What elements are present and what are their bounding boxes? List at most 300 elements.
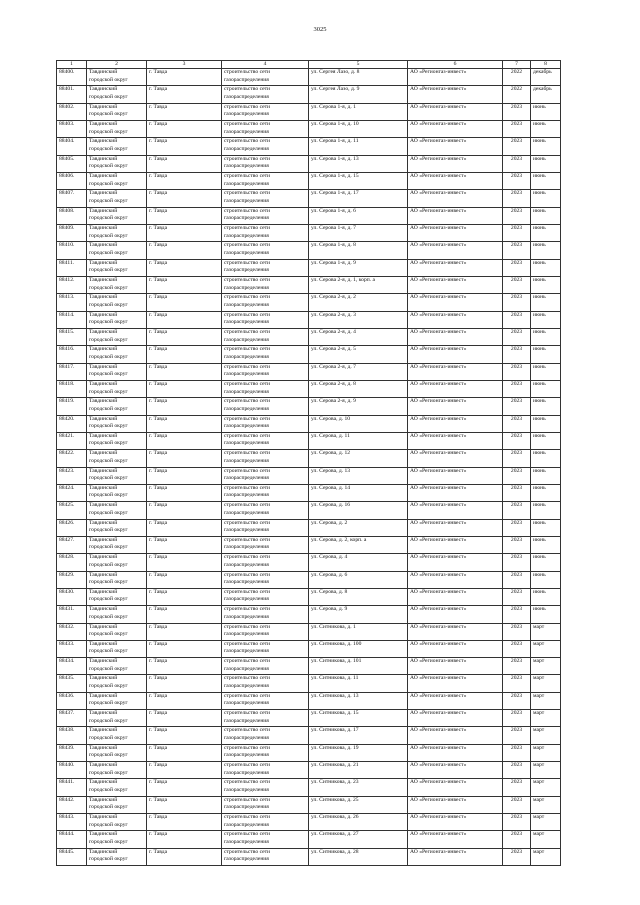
year-cell: 2023 [503,346,531,363]
company-cell: АО «Регионгаз-инвест» [408,502,503,519]
company-cell: АО «Регионгаз-инвест» [408,69,503,86]
month-cell: июнь [531,172,561,189]
company-cell: АО «Регионгаз-инвест» [408,311,503,328]
address-cell: ул. Серова, д. 4 [309,554,408,571]
work-type-line: газораспределения [224,336,269,343]
company-cell: АО «Регионгаз-инвест» [408,120,503,137]
table-row [57,814,561,831]
row-number: 88431. [57,606,87,623]
company-cell: АО «Регионгаз-инвест» [408,554,503,571]
work-type-line: строительство сети [224,692,271,699]
table-row [57,311,561,328]
table-row [57,69,561,86]
district-line: Тавдинский [89,294,118,301]
district-line: городской округ [89,405,128,412]
table-row [57,658,561,675]
row-number: 88430. [57,588,87,605]
month-cell: март [531,675,561,692]
year-cell: 2023 [503,363,531,380]
row-number: 88400. [57,69,87,86]
company-cell: АО «Регионгаз-инвест» [408,415,503,432]
month-cell: март [531,623,561,640]
year-cell: 2023 [503,796,531,813]
column-header: 6 [408,61,503,69]
work-type-line: строительство сети [224,69,271,75]
address-cell: ул. Серова, д. 2 [309,519,408,536]
work-type-line: строительство сети [224,536,271,543]
district-line: городской округ [89,353,128,360]
district-line: Тавдинский [89,848,118,855]
company-cell: АО «Регионгаз-инвест» [408,536,503,553]
row-number: 88427. [57,536,87,553]
work-type-line: газораспределения [224,249,269,256]
table-row [57,762,561,779]
table-row [57,744,561,761]
district-cell [87,484,147,501]
settlement-cell: г. Тавда [147,640,222,657]
district-line: городской округ [89,93,128,100]
district-line: городской округ [89,145,128,152]
month-cell: март [531,762,561,779]
district-line: городской округ [89,197,128,204]
work-type-line: строительство сети [224,450,271,457]
district-cell [87,762,147,779]
work-type-line: газораспределения [224,509,269,516]
work-type-line: строительство сети [224,103,271,110]
row-number: 88443. [57,814,87,831]
work-type-line: газораспределения [224,457,269,464]
company-cell: АО «Регионгаз-инвест» [408,224,503,241]
table-row [57,346,561,363]
district-line: Тавдинский [89,120,118,127]
work-type-line: строительство сети [224,172,271,179]
work-type-line: строительство сети [224,311,271,318]
work-type-line: газораспределения [224,752,269,759]
district-line: Тавдинский [89,484,118,491]
settlement-cell: г. Тавда [147,623,222,640]
district-line: Тавдинский [89,69,118,75]
address-cell: ул. Ситникова, д. 26 [309,814,408,831]
work-type-cell [222,727,309,744]
work-type-line: строительство сети [224,242,271,249]
settlement-cell: г. Тавда [147,398,222,415]
district-line: Тавдинский [89,710,118,717]
month-cell: июнь [531,571,561,588]
district-cell [87,415,147,432]
district-line: городской округ [89,76,128,83]
district-line: городской округ [89,804,128,811]
table-row [57,467,561,484]
address-cell: ул. Ситникова, д. 21 [309,762,408,779]
work-type-cell [222,536,309,553]
address-cell: ул. Сергея Лазо, д. 8 [309,69,408,86]
district-line: городской округ [89,769,128,776]
address-cell: ул. Серова 2-я, д. 3 [309,311,408,328]
address-cell: ул. Серова 1-я, д. 9 [309,259,408,276]
district-line: городской округ [89,735,128,742]
table-row [57,363,561,380]
address-cell: ул. Серова 2-я, д. 7 [309,363,408,380]
work-type-cell [222,519,309,536]
address-cell: ул. Серова, д. 11 [309,432,408,449]
district-cell [87,814,147,831]
table-row [57,415,561,432]
district-cell [87,432,147,449]
year-cell: 2023 [503,519,531,536]
row-number: 88422. [57,450,87,467]
work-type-line: строительство сети [224,415,271,422]
month-cell: июнь [531,294,561,311]
work-type-cell [222,848,309,865]
month-cell: март [531,744,561,761]
table-body [57,69,561,866]
address-cell: ул. Ситникова, д. 100 [309,640,408,657]
year-cell: 2023 [503,242,531,259]
work-type-cell [222,588,309,605]
table-row [57,190,561,207]
work-type-line: газораспределения [224,405,269,412]
table-row [57,276,561,293]
district-line: Тавдинский [89,762,118,769]
row-number: 88416. [57,346,87,363]
month-cell: июнь [531,311,561,328]
company-cell: АО «Регионгаз-инвест» [408,155,503,172]
settlement-cell: г. Тавда [147,346,222,363]
row-number: 88432. [57,623,87,640]
table-row [57,502,561,519]
work-type-cell [222,554,309,571]
district-line: городской округ [89,457,128,464]
month-cell: июнь [531,519,561,536]
district-line: городской округ [89,856,128,863]
district-line: городской округ [89,163,128,170]
district-line: городской округ [89,665,128,672]
settlement-cell: г. Тавда [147,831,222,848]
work-type-line: строительство сети [224,848,271,855]
work-type-line: газораспределения [224,579,269,586]
address-cell: ул. Серова 1-я, д. 11 [309,138,408,155]
district-cell [87,450,147,467]
settlement-cell: г. Тавда [147,692,222,709]
company-cell: АО «Регионгаз-инвест» [408,242,503,259]
work-type-cell [222,762,309,779]
work-type-cell [222,415,309,432]
row-number: 88438. [57,727,87,744]
row-number: 88445. [57,848,87,865]
district-line: Тавдинский [89,675,118,682]
work-type-line: строительство сети [224,588,271,595]
company-cell: АО «Регионгаз-инвест» [408,814,503,831]
table-row [57,640,561,657]
company-cell: АО «Регионгаз-инвест» [408,831,503,848]
year-cell: 2023 [503,484,531,501]
work-type-line: газораспределения [224,93,269,100]
work-type-line: строительство сети [224,606,271,613]
row-number: 88440. [57,762,87,779]
month-cell: июнь [531,380,561,397]
work-type-line: газораспределения [224,683,269,690]
row-number: 88436. [57,692,87,709]
company-cell: АО «Регионгаз-инвест» [408,796,503,813]
address-cell: ул. Серова 2-я, д. 8 [309,380,408,397]
district-line: Тавдинский [89,588,118,595]
company-cell: АО «Регионгаз-инвест» [408,519,503,536]
district-line: Тавдинский [89,536,118,543]
address-cell: ул. Серова, д. 13 [309,467,408,484]
work-type-line: строительство сети [224,675,271,682]
district-line: Тавдинский [89,380,118,387]
work-type-cell [222,380,309,397]
row-number: 88425. [57,502,87,519]
month-cell: июнь [531,207,561,224]
settlement-cell: г. Тавда [147,606,222,623]
work-type-line: строительство сети [224,363,271,370]
district-line: городской округ [89,527,128,534]
year-cell: 2023 [503,450,531,467]
row-number: 88406. [57,172,87,189]
district-line: городской округ [89,388,128,395]
work-type-line: газораспределения [224,735,269,742]
work-type-line: газораспределения [224,787,269,794]
district-cell [87,69,147,86]
district-cell [87,224,147,241]
year-cell: 2023 [503,120,531,137]
row-number: 88413. [57,294,87,311]
address-cell: ул. Серова 1-я, д. 6 [309,207,408,224]
year-cell: 2023 [503,380,531,397]
district-line: городской округ [89,683,128,690]
address-cell: ул. Ситникова, д. 23 [309,779,408,796]
month-cell: июнь [531,502,561,519]
address-cell: ул. Ситникова, д. 27 [309,831,408,848]
company-cell: АО «Регионгаз-инвест» [408,294,503,311]
work-type-line: газораспределения [224,423,269,430]
settlement-cell: г. Тавда [147,207,222,224]
settlement-cell: г. Тавда [147,138,222,155]
table-row [57,796,561,813]
company-cell: АО «Регионгаз-инвест» [408,484,503,501]
row-number: 88405. [57,155,87,172]
year-cell: 2023 [503,190,531,207]
work-type-line: газораспределения [224,544,269,551]
district-line: городской округ [89,336,128,343]
year-cell: 2023 [503,658,531,675]
settlement-cell: г. Тавда [147,363,222,380]
year-cell: 2023 [503,467,531,484]
work-type-line: строительство сети [224,762,271,769]
table-row [57,207,561,224]
settlement-cell: г. Тавда [147,224,222,241]
company-cell: АО «Регионгаз-инвест» [408,450,503,467]
registry-table [56,60,561,866]
work-type-line: газораспределения [224,128,269,135]
row-number: 88415. [57,328,87,345]
row-number: 88442. [57,796,87,813]
month-cell: июнь [531,398,561,415]
table-row [57,727,561,744]
year-cell: 2023 [503,294,531,311]
work-type-line: строительство сети [224,224,271,231]
address-cell: ул. Серова 2-я, д. 1, корп. а [309,276,408,293]
row-number: 88408. [57,207,87,224]
month-cell: март [531,831,561,848]
table-row [57,242,561,259]
work-type-line: строительство сети [224,190,271,197]
month-cell: июнь [531,467,561,484]
work-type-cell [222,294,309,311]
work-type-cell [222,138,309,155]
district-line: городской округ [89,440,128,447]
row-number: 88437. [57,710,87,727]
settlement-cell: г. Тавда [147,779,222,796]
year-cell: 2023 [503,640,531,657]
settlement-cell: г. Тавда [147,155,222,172]
month-cell: декабрь [531,69,561,86]
address-cell: ул. Ситникова, д. 15 [309,710,408,727]
district-line: Тавдинский [89,519,118,526]
district-cell [87,328,147,345]
district-line: городской округ [89,544,128,551]
table-row [57,155,561,172]
table-row [57,588,561,605]
work-type-line: газораспределения [224,371,269,378]
work-type-cell [222,120,309,137]
row-number: 88421. [57,432,87,449]
work-type-line: газораспределения [224,665,269,672]
work-type-line: газораспределения [224,856,269,863]
district-line: Тавдинский [89,311,118,318]
work-type-line: газораспределения [224,76,269,83]
address-cell: ул. Серова 1-я, д. 13 [309,155,408,172]
year-cell: 2023 [503,502,531,519]
district-cell [87,848,147,865]
settlement-cell: г. Тавда [147,744,222,761]
district-cell [87,259,147,276]
address-cell: ул. Серова 2-я, д. 5 [309,346,408,363]
address-cell: ул. Ситникова, д. 101 [309,658,408,675]
month-cell: март [531,727,561,744]
district-cell [87,727,147,744]
work-type-cell [222,311,309,328]
district-cell [87,242,147,259]
work-type-cell [222,190,309,207]
work-type-line: строительство сети [224,346,271,353]
district-line: Тавдинский [89,467,118,474]
year-cell: 2023 [503,692,531,709]
table-row [57,294,561,311]
work-type-line: строительство сети [224,380,271,387]
work-type-line: строительство сети [224,640,271,647]
settlement-cell: г. Тавда [147,276,222,293]
settlement-cell: г. Тавда [147,380,222,397]
month-cell: март [531,796,561,813]
table-row [57,432,561,449]
address-cell: ул. Ситникова, д. 13 [309,692,408,709]
month-cell: июнь [531,190,561,207]
table-row [57,623,561,640]
work-type-line: строительство сети [224,467,271,474]
row-number: 88418. [57,380,87,397]
address-cell: ул. Ситникова, д. 11 [309,675,408,692]
address-cell: ул. Серова, д. 12 [309,450,408,467]
month-cell: июнь [531,328,561,345]
row-number: 88402. [57,103,87,120]
district-cell [87,120,147,137]
work-type-line: строительство сети [224,796,271,803]
district-line: Тавдинский [89,640,118,647]
year-cell: 2023 [503,103,531,120]
month-cell: июнь [531,415,561,432]
work-type-line: строительство сети [224,502,271,509]
district-line: городской округ [89,839,128,846]
district-line: городской округ [89,787,128,794]
address-cell: ул. Серова, д. 10 [309,415,408,432]
company-cell: АО «Регионгаз-инвест» [408,172,503,189]
settlement-cell: г. Тавда [147,536,222,553]
work-type-line: газораспределения [224,232,269,239]
month-cell: март [531,779,561,796]
work-type-cell [222,571,309,588]
company-cell: АО «Регионгаз-инвест» [408,692,503,709]
work-type-cell [222,172,309,189]
company-cell: АО «Регионгаз-инвест» [408,207,503,224]
work-type-line: газораспределения [224,648,269,655]
work-type-cell [222,242,309,259]
district-cell [87,380,147,397]
district-cell [87,138,147,155]
table-row [57,450,561,467]
year-cell: 2023 [503,138,531,155]
district-cell [87,675,147,692]
district-line: Тавдинский [89,363,118,370]
address-cell: ул. Серова, д. 16 [309,502,408,519]
address-cell: ул. Серова 2-я, д. 2 [309,294,408,311]
year-cell: 2023 [503,328,531,345]
table-row [57,172,561,189]
month-cell: март [531,692,561,709]
year-cell: 2023 [503,207,531,224]
work-type-line: строительство сети [224,554,271,561]
district-line: городской округ [89,613,128,620]
address-cell: ул. Серова, д. 9 [309,606,408,623]
company-cell: АО «Регионгаз-инвест» [408,640,503,657]
district-cell [87,502,147,519]
district-cell [87,796,147,813]
row-number: 88433. [57,640,87,657]
district-line: городской округ [89,423,128,430]
district-line: городской округ [89,596,128,603]
work-type-line: газораспределения [224,267,269,274]
month-cell: июнь [531,606,561,623]
work-type-line: газораспределения [224,388,269,395]
year-cell: 2023 [503,779,531,796]
company-cell: АО «Регионгаз-инвест» [408,710,503,727]
settlement-cell: г. Тавда [147,467,222,484]
company-cell: АО «Регионгаз-инвест» [408,328,503,345]
district-cell [87,155,147,172]
month-cell: июнь [531,588,561,605]
year-cell: 2022 [503,69,531,86]
district-line: Тавдинский [89,103,118,110]
month-cell: июнь [531,432,561,449]
district-line: Тавдинский [89,450,118,457]
settlement-cell: г. Тавда [147,190,222,207]
district-line: Тавдинский [89,623,118,630]
work-type-cell [222,450,309,467]
district-line: городской округ [89,284,128,291]
district-line: городской округ [89,648,128,655]
district-line: Тавдинский [89,224,118,231]
